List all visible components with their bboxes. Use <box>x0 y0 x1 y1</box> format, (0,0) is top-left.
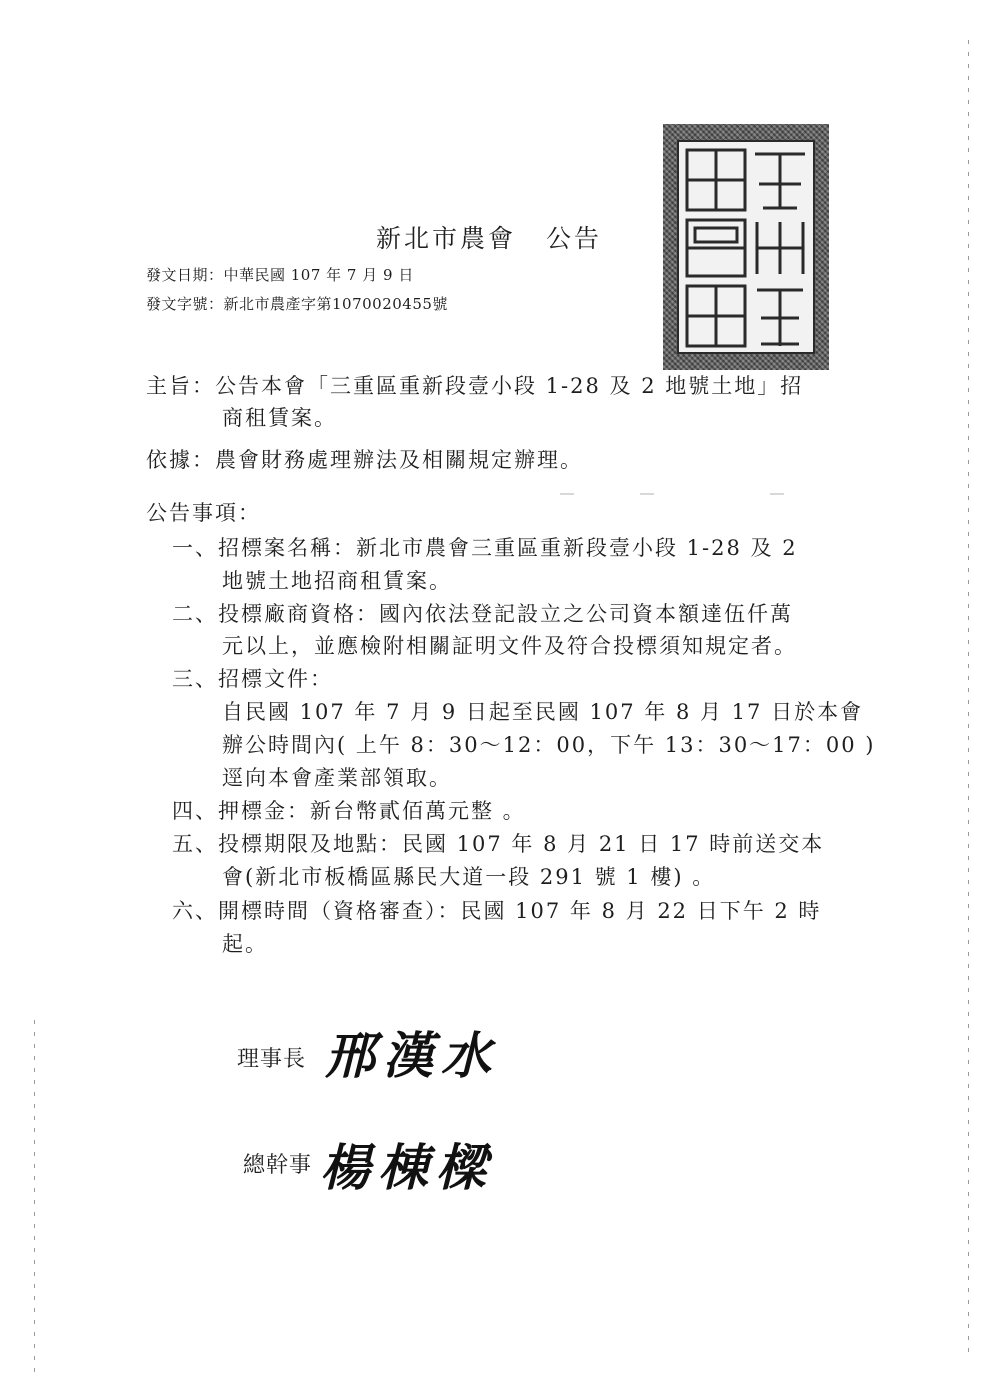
reference-number: 發文字號：新北市農產字第1070020455號 <box>146 295 448 313</box>
subject-line-2: 商租賃案。 <box>222 406 337 430</box>
official-seal <box>663 124 829 370</box>
scan-smudge <box>770 493 784 495</box>
notice-item-4-line-1: 四、押標金：新台幣貳佰萬元整 。 <box>172 799 526 823</box>
scan-edge-left <box>34 1020 35 1380</box>
notice-item-1-line-2: 地號土地招商租賃案。 <box>222 569 452 593</box>
notice-heading: 公告事項： <box>146 501 261 525</box>
issue-date: 發文日期：中華民國 107 年 7 月 9 日 <box>146 266 414 284</box>
notice-item-6-line-2: 起。 <box>222 932 268 956</box>
basis-line: 依據：農會財務處理辦法及相關規定辦理。 <box>146 448 583 472</box>
seal-glyphs-icon <box>681 144 815 354</box>
scan-smudge <box>560 493 574 495</box>
notice-item-2-line-1: 二、投標廠商資格：國內依法登記設立之公司資本額達伍仟萬 <box>172 602 793 626</box>
organization-name: 新北市農會 <box>376 224 517 253</box>
seal-inner-frame <box>677 140 815 354</box>
notice-item-3-line-2: 自民國 107 年 7 月 9 日起至民國 107 年 8 月 17 日於本會 <box>222 700 864 724</box>
notice-item-3-line-1: 三、招標文件： <box>172 667 333 691</box>
notice-item-5-line-2: 會(新北市板橋區縣民大道一段 291 號 1 樓) 。 <box>222 865 716 889</box>
general-manager-signature: 楊棟樑 <box>320 1138 494 1197</box>
scan-edge-right <box>968 40 969 1360</box>
subject-line-1: 主旨：公告本會「三重區重新段壹小段 1-28 及 2 地號土地」招 <box>146 374 804 398</box>
document-title <box>376 219 602 255</box>
notice-item-3-line-4: 逕向本會產業部領取。 <box>222 766 452 790</box>
chairman-signature: 邢漢水 <box>325 1026 499 1085</box>
notice-item-6-line-1: 六、開標時間（資格審查）：民國 107 年 8 月 22 日下午 2 時 <box>172 899 822 923</box>
notice-item-1-line-1: 一、招標案名稱：新北市農會三重區重新段壹小段 1-28 及 2 <box>172 536 798 560</box>
notice-item-3-line-3: 辦公時間內( 上午 8：30～12：00，下午 13：30～17：00 ) <box>222 733 876 757</box>
scan-smudge <box>640 493 654 495</box>
notice-item-2-line-2: 元以上，並應檢附相關証明文件及符合投標須知規定者。 <box>222 634 797 658</box>
chairman-label: 理事長 <box>237 1047 307 1072</box>
document-type: 公告 <box>546 224 603 253</box>
notice-item-5-line-1: 五、投標期限及地點：民國 107 年 8 月 21 日 17 時前送交本 <box>172 832 825 856</box>
general-manager-label: 總幹事 <box>243 1153 313 1178</box>
